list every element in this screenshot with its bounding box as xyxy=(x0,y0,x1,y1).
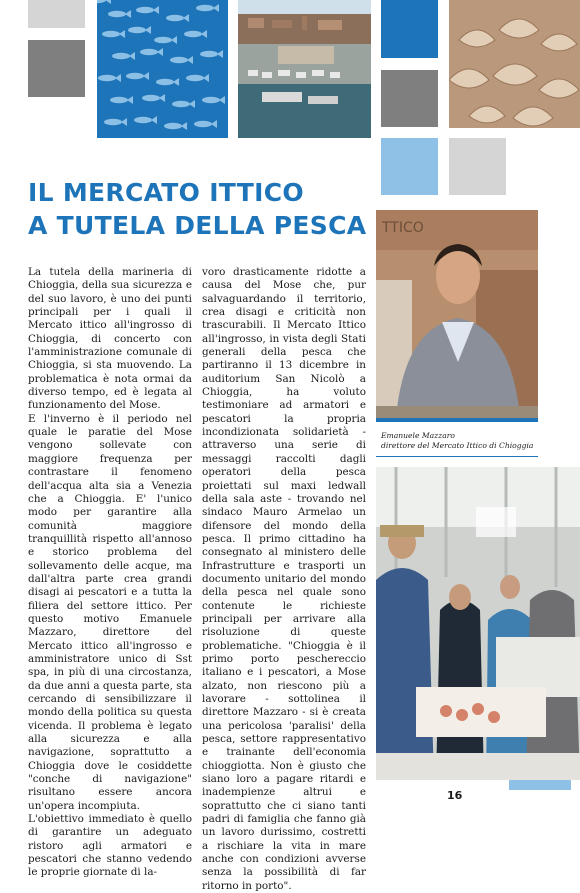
photo-caption xyxy=(381,431,541,451)
svg-text:TTICO: TTICO xyxy=(382,220,424,236)
decor-square-light-gray xyxy=(449,138,506,195)
fish-market-photo xyxy=(376,467,580,780)
article-title-line-1: IL MERCATO ITTICO xyxy=(28,178,304,207)
article-title-line-2: A TUTELA DELLA PESCA xyxy=(28,211,367,240)
paragraph: L'obiettivo immediato è quello di garantire un adeguato ristoro agli armatori e pescatori che stanno vedendo le proprie giornate di la- xyxy=(28,813,192,879)
caption-rule xyxy=(376,456,538,457)
decor-square-blue xyxy=(381,0,438,58)
portrait-photo xyxy=(376,210,538,418)
article-column-2 xyxy=(202,266,366,893)
paragraph: La tutela della marineria di Chioggia, della sua sicurezza e del suo lavoro, è uno dei punti principali per i quali il Mercato ittico all'ingrosso di Chioggia, di concerto con l'amministrazione comunale di Chioggia, si sta muovendo. La problematica è nota ormai da diverso tempo, ed è legata al funzionamento del Mose. xyxy=(28,266,192,412)
paragraph: E l'inverno è il periodo nel quale le paratie del Mose vengono sollevate con maggiore frequenza per contrastare il fenomeno dell'acqua alta sia a Venezia che a Chioggia. E' l'unico modo per garantire alla comunità maggiore tranquillità rispetto all'annoso e storico problema del sollevamento delle acque, ma dall'altra parte crea grandi disagi ai pescatori e a tutta la filiera del settore ittico. Per questo motivo Emanuele Mazzaro, direttore del Mercato ittico all'ingrosso e amministratore unico di Sst spa, in più di una circostanza, da due anni a questa parte, sta cercando di sensibilizzare il mondo della politica su questa vicenda. Il problema è legato alla sicurezza e alla navigazione, soprattutto a Chioggia dove le cosiddette "conche di navigazione" risultano essere ancora un'opera incompiuta. xyxy=(28,412,192,812)
paragraph: voro drasticamente ridotte a causa del Mose che, pur salvaguardando il territorio, crea disagi e criticità non trascurabili. Il Mercato Ittico all'ingrosso, in vista degli Stati generali della pesca che partiranno il 13 dicembre in auditorium San Nicolò a Chioggia, ha voluto testimoniare ad armatori e pescatori la propria incondizionata solidarietà - attraverso una serie di messaggi raccolti dagli operatori della pesca proiettati sul maxi ledwall della sala aste - trovando nel sindaco Mauro Armelao un difensore del mondo della pesca. Il primo cittadino ha consegnato al ministero delle Infrastrutture e trasporti un documento unitario del mondo della pesca nel quale sono contenute le richieste principali per arrivare alla risoluzione di queste problematiche. "Chioggia è il primo porto peschereccio italiano e i pescatori, a Mose alzato, non riescono più a lavorare - sottolinea il direttore Mazzaro - si è creata una pericolosa 'paralisi' della pesca, settore rappresentativo e trainante dell'economia chioggiotta. Non è giusto che siano loro a pagare ritardi e inadempienze altrui e soprattutto che ci siano tanti padri di famiglia che fanno già un lavoro durissimo, costretti a rischiare la vita in mare anche con condizioni avverse senza la possibilità di far ritorno in porto". xyxy=(202,266,366,892)
decor-square-light-blue xyxy=(381,138,438,195)
decor-square-light-gray xyxy=(28,0,85,28)
harbor-aerial-photo xyxy=(238,0,371,138)
decor-square-gray xyxy=(381,70,438,127)
scallops-photo xyxy=(449,0,580,128)
page-number: 16 xyxy=(447,789,463,802)
caption-name: Emanuele Mazzaro xyxy=(381,431,455,440)
caption-role: direttore del Mercato Ittico di Chioggia xyxy=(381,441,534,450)
decor-square-gray xyxy=(28,40,85,97)
article-column-1 xyxy=(28,266,192,880)
portrait-photo-rule xyxy=(376,418,538,422)
fish-school-image xyxy=(97,0,228,138)
